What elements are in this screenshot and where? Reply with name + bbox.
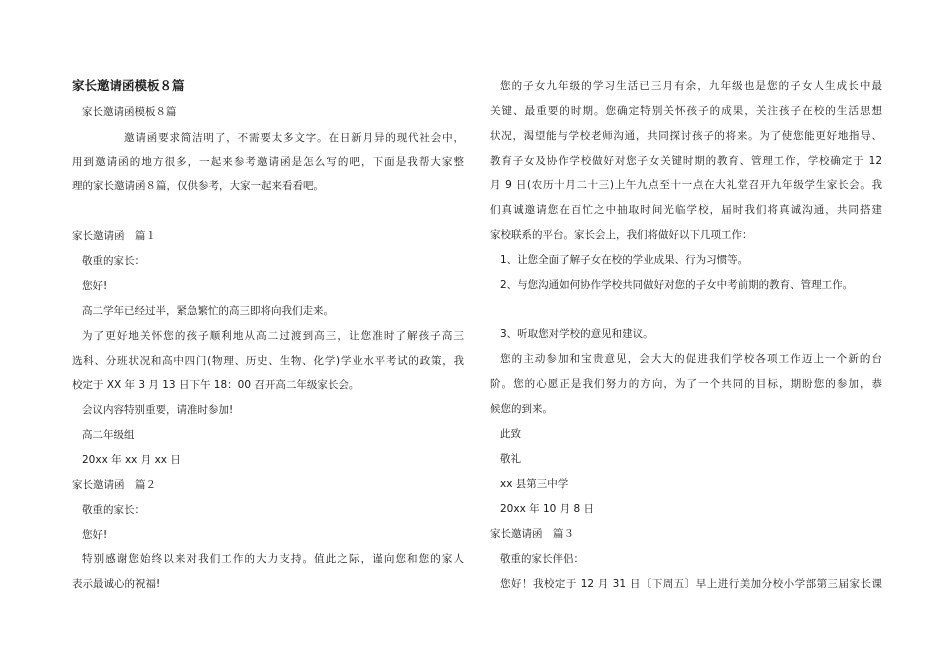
paragraph-line: 月 9 日(农历十月二十三)上午九点至十一点在大礼堂召开九年级学生家长会。我 (490, 179, 882, 191)
paragraph-line: 为了更好地关怀您的孩子顺利地从高二过渡到高三，让您准时了解孩子高三 (82, 330, 464, 342)
intro-line: 邀请函要求简洁明了，不需要太多文字。在日新月异的现代社会中， (124, 132, 464, 144)
salutation: 敬重的家长： (82, 504, 145, 516)
intro-line: 理的家长邀请函８篇，仅供参考，大家一起来看看吧。 (72, 180, 324, 192)
paragraph-line: 阶。您的心愿正是我们努力的方向，为了一个共同的目标，期盼您的参加，恭 (490, 378, 882, 390)
paragraph-line: 您好！我校定于 12 月 31 日〔下周五〕早上进行美加分校小学部第三届家长课 (500, 578, 882, 590)
paragraph-line: 您的子女九年级的学习生活已三月有余，九年级也是您的子女人生成长中最 (500, 80, 882, 92)
paragraph-line: 教育子女及协作学校做好对您子女关键时期的教育、管理工作，学校确定于 12 (490, 155, 882, 167)
greeting: 您好! (82, 280, 108, 292)
section-heading-2: 家长邀请函 篇２ (72, 479, 156, 491)
regards: 敬礼 (500, 453, 521, 465)
paragraph-line: 家校联系的平台。家长会上，我们将做好以下几项工作： (490, 229, 753, 241)
paragraph-line: 状况，渴望能与学校老师沟通，共同探讨孩子的将来。为了使您能更好地指导、 (490, 130, 882, 142)
section-heading-1: 家长邀请函 篇１ (72, 230, 156, 242)
list-item: 3、听取您对学校的意见和建议。 (500, 328, 654, 340)
signature: xx 县第三中学 (500, 478, 569, 490)
paragraph-line: 表示最诚心的祝福! (72, 578, 161, 590)
list-item: 1、让您全面了解子女在校的学业成果、行为习惯等。 (500, 254, 749, 266)
paragraph-line: 特别感谢您始终以来对我们工作的大力支持。值此之际，谨向您和您的家人 (82, 553, 464, 565)
paragraph-line: 高二学年已经过半，紧急繁忙的高三即将向我们走来。 (82, 305, 334, 317)
greeting: 您好! (82, 529, 108, 541)
salutation: 敬重的家长： (82, 255, 145, 267)
intro-line: 用到邀请函的地方很多，一起来参考邀请函是怎么写的吧，下面是我帮大家整 (72, 156, 464, 168)
salutation: 敬重的家长伴侣： (500, 553, 584, 565)
paragraph-line: 您的主动参加和宝贵意见，会大大的促进我们学校各项工作迈上一个新的台 (500, 353, 882, 365)
regards: 此致 (500, 428, 521, 440)
paragraph-line: 会议内容特别重要，请准时参加! (82, 404, 234, 416)
document-title: 家长邀请函模板８篇 (72, 78, 185, 93)
date: 20xx 年 10 月 8 日 (500, 503, 595, 515)
subtitle: 家长邀请函模板８篇 (82, 106, 177, 118)
signature: 高二年级组 (82, 429, 135, 441)
paragraph-line: 关键、最重要的时期。您确定特别关怀孩子的成果，关注孩子在校的生活思想 (490, 105, 882, 117)
date: 20xx 年 xx 月 xx 日 (82, 454, 181, 466)
paragraph-line: 校定于 XX 年 3 月 13 日下午 18：00 召开高二年级家长会。 (72, 379, 360, 391)
paragraph-line: 候您的到来。 (490, 403, 553, 415)
paragraph-line: 选科、分班状况和高中四门(物理、历史、生物、化学)学业水平考试的政策，我 (72, 355, 464, 367)
section-heading-3: 家长邀请函 篇３ (490, 528, 574, 540)
paragraph-line: 们真诚邀请您在百忙之中抽取时间光临学校，届时我们将真诚沟通，共同搭建 (490, 204, 882, 216)
list-item: 2、与您沟通如何协作学校共同做好对您的子女中考前期的教育、管理工作。 (500, 279, 854, 291)
